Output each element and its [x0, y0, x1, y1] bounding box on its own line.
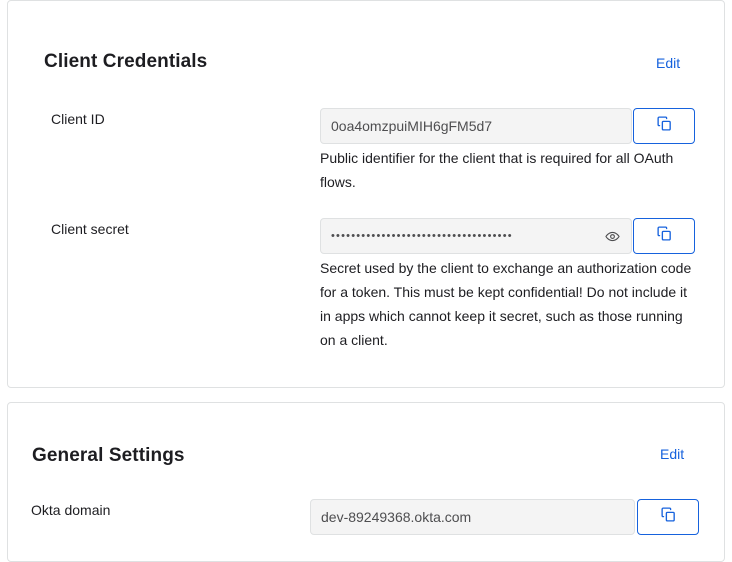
edit-credentials-button[interactable]: Edit: [656, 55, 681, 71]
copy-client-secret-button[interactable]: [633, 218, 695, 254]
client-secret-input[interactable]: [320, 218, 632, 254]
copy-client-id-button[interactable]: [633, 108, 695, 144]
client-credentials-card: [7, 0, 725, 388]
copy-icon: [656, 225, 673, 247]
client-id-input[interactable]: [320, 108, 632, 144]
general-settings-title: General Settings: [32, 445, 185, 466]
client-secret-label: Client secret: [51, 221, 129, 237]
client-id-label: Client ID: [51, 111, 105, 127]
client-id-value: 0oa4omzpuiMIH6gFM5d7: [331, 118, 493, 134]
okta-domain-value: dev-89249368.okta.com: [321, 509, 472, 525]
copy-icon: [660, 506, 677, 528]
client-secret-help-text: Secret used by the client to exchange an authorization code for a token. This must be kept confidential! Do not include it in apps which cannot keep it secret, such as those running on a client.: [320, 260, 692, 348]
okta-domain-label: Okta domain: [31, 502, 111, 518]
client-secret-value: ••••••••••••••••••••••••••••••••••••: [331, 230, 513, 242]
client-id-help-text: Public identifier for the client that is required for all OAuth flows.: [320, 150, 674, 190]
edit-general-settings-button[interactable]: Edit: [660, 446, 685, 462]
copy-okta-domain-button[interactable]: [637, 499, 699, 535]
okta-domain-input[interactable]: [310, 499, 635, 535]
page-title: Client Credentials: [44, 51, 208, 72]
copy-icon: [656, 115, 673, 137]
general-settings-card: [7, 402, 725, 562]
eye-icon[interactable]: [603, 227, 621, 245]
